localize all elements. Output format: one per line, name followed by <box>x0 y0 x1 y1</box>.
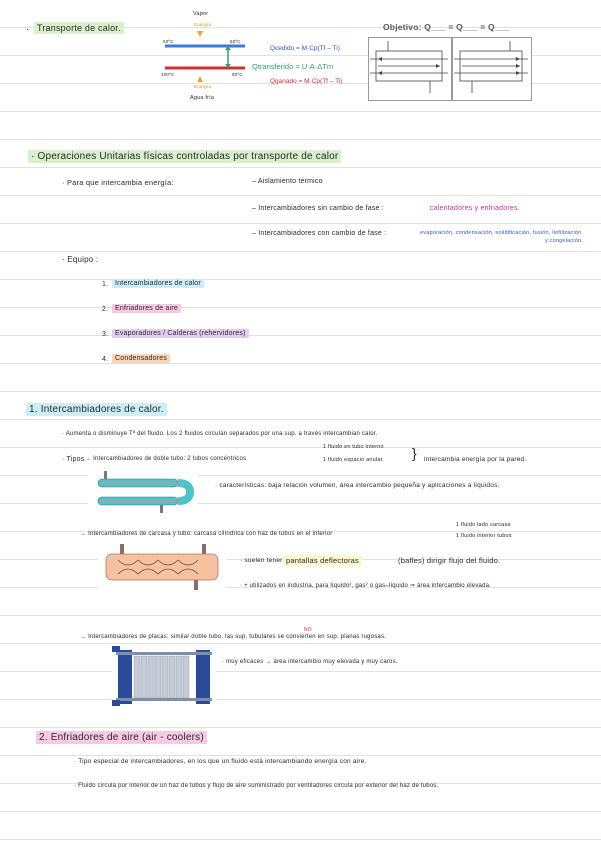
exchanger-schematic-2-drawing <box>452 37 530 99</box>
intercambia-pared: intercambia energía por la pared. <box>424 456 527 463</box>
con-cambio-fase-highlight-2: y congelación. <box>545 238 583 244</box>
fluido-anular: 1 fluido espacio anular <box>323 457 383 463</box>
brace-doble-tubo: } <box>412 445 417 461</box>
double-pipe-exchanger-image <box>88 465 198 517</box>
diagram-agua-fria: Agua fría <box>190 95 215 101</box>
sin-cambio-fase-highlight: calentadores y enfriadores. <box>430 205 520 212</box>
pantallas-post: (bafles) dirigir flujo del fluido. <box>398 556 501 565</box>
diagram-energia-top: Energía <box>194 22 212 27</box>
equation-q-transferido: Qtransferido = U·A·ΔTm <box>252 62 334 71</box>
diagram-t-right-bottom: 80ºC <box>232 72 243 77</box>
equipo-num-4: 4. <box>102 356 109 363</box>
pantallas-highlight: pantallas deflectoras <box>283 555 362 566</box>
con-cambio-fase-item: – Intercambiadores con cambio de fase : <box>252 230 387 237</box>
energy-arrow-top <box>197 31 203 37</box>
diagram-t-left-top: 50ºC <box>163 39 174 44</box>
diagram-vapor: Vapor <box>193 11 209 17</box>
placas-eficaces: · muy eficaces → área intercambio muy elevada y muy caros. <box>222 659 398 665</box>
equipo-num-1: 1. <box>102 281 109 288</box>
section-title-transporte: Transporte de calor. <box>34 22 124 34</box>
equipo-item-3: Evaporadores / Calderas (rehervidores) <box>112 329 249 338</box>
section-title-operaciones: · Operaciones Unitarias físicas controladas por transporte de calor <box>28 150 341 163</box>
carcasa-tubo-label: → Intercambiadores de carcasa y tubo: carcasa cilíndrica con haz de tubos en el interior <box>80 531 333 537</box>
para-que-label: · Para que intercambia energía: <box>62 178 174 187</box>
equipo-num-2: 2. <box>102 306 109 313</box>
equipo-num-3: 3. <box>102 331 109 338</box>
diagram-t-left-bottom: 100ºC <box>161 72 175 77</box>
section-title-enfriadores: 2. Enfriadores de aire (air - coolers) <box>36 731 207 744</box>
section-title-intercambiadores: 1. Intercambiadores de calor. <box>26 403 167 416</box>
bullet-1: · <box>26 24 30 34</box>
pantallas-pre: · suelen tener <box>240 557 283 564</box>
placas-label: → Intercambiadores de placas: similar doble tubo, las sup. tubulares se convierten en sup. planas rugosas. <box>80 634 387 640</box>
placas-no-mark: NO <box>304 627 312 633</box>
equipo-item-1: Intercambiadores de calor <box>112 279 204 288</box>
objetivo-label: Objetivo: Q___ = Q___ = Q___ <box>383 22 510 32</box>
doble-tubo-caracteristicas: · características: baja relación volumen, área intercambio pequeña y aplicaciones a líquidos. <box>215 482 500 489</box>
con-cambio-fase-highlight: evaporación, condensación, solidificación, fusión, liofilización <box>420 230 582 236</box>
equipo-item-4: Condensadores <box>112 354 170 363</box>
tipos-label: · Tipos <box>62 456 85 463</box>
exchanger-schematic-1-drawing <box>368 37 450 99</box>
equation-q-cedido: Qcedido = M·Cp(Tf – Ti) <box>270 45 340 52</box>
doble-tubo-label: → Intercambiadores de doble tubo: 2 tubos concéntricos <box>85 456 247 462</box>
enfriadores-line-1: · Tipo especial de intercambiadores, en los que un fluido está intercambiando energía con aire. <box>74 758 367 765</box>
equipo-label: · Equipo : <box>62 255 99 264</box>
aislamiento-item: – Aislamiento térmico <box>252 178 323 185</box>
equation-q-ganado: Qganado = M·Cp(Tf – Ti) <box>270 78 343 85</box>
plate-exchanger-image <box>112 644 216 710</box>
energy-arrow-bottom <box>197 76 203 82</box>
equipo-item-2: Enfriadores de aire <box>112 304 181 313</box>
diagram-energia-bottom: Energía <box>194 84 212 89</box>
intercambiadores-intro: · Aumenta o disminuye Tª del fluido. Los 2 fluidos circulan separados por una sup. a través intercambian calor. <box>62 431 378 437</box>
fluido-tubos: 1 fluido interior tubos <box>456 533 512 539</box>
fluido-interno: 1 fluido en tubo interno <box>323 444 384 450</box>
diagram-t-right-top: 50ºC <box>230 39 241 44</box>
shell-tube-exchanger-image <box>98 540 226 596</box>
carcasa-usos: · + utilizados en industria, para líquido², gas² o gas–líquido ⇒ área intercambio elevada. <box>240 583 491 589</box>
fluido-carcasa: 1 fluido lado carcasa <box>456 522 511 528</box>
enfriadores-line-2: · Fluido circula por interior de un haz de tubos y flujo de aire suministrado por ventiladores circula por exterior del haz de tubos. <box>74 783 439 789</box>
sin-cambio-fase-item: – Intercambiadores sin cambio de fase : <box>252 205 384 212</box>
